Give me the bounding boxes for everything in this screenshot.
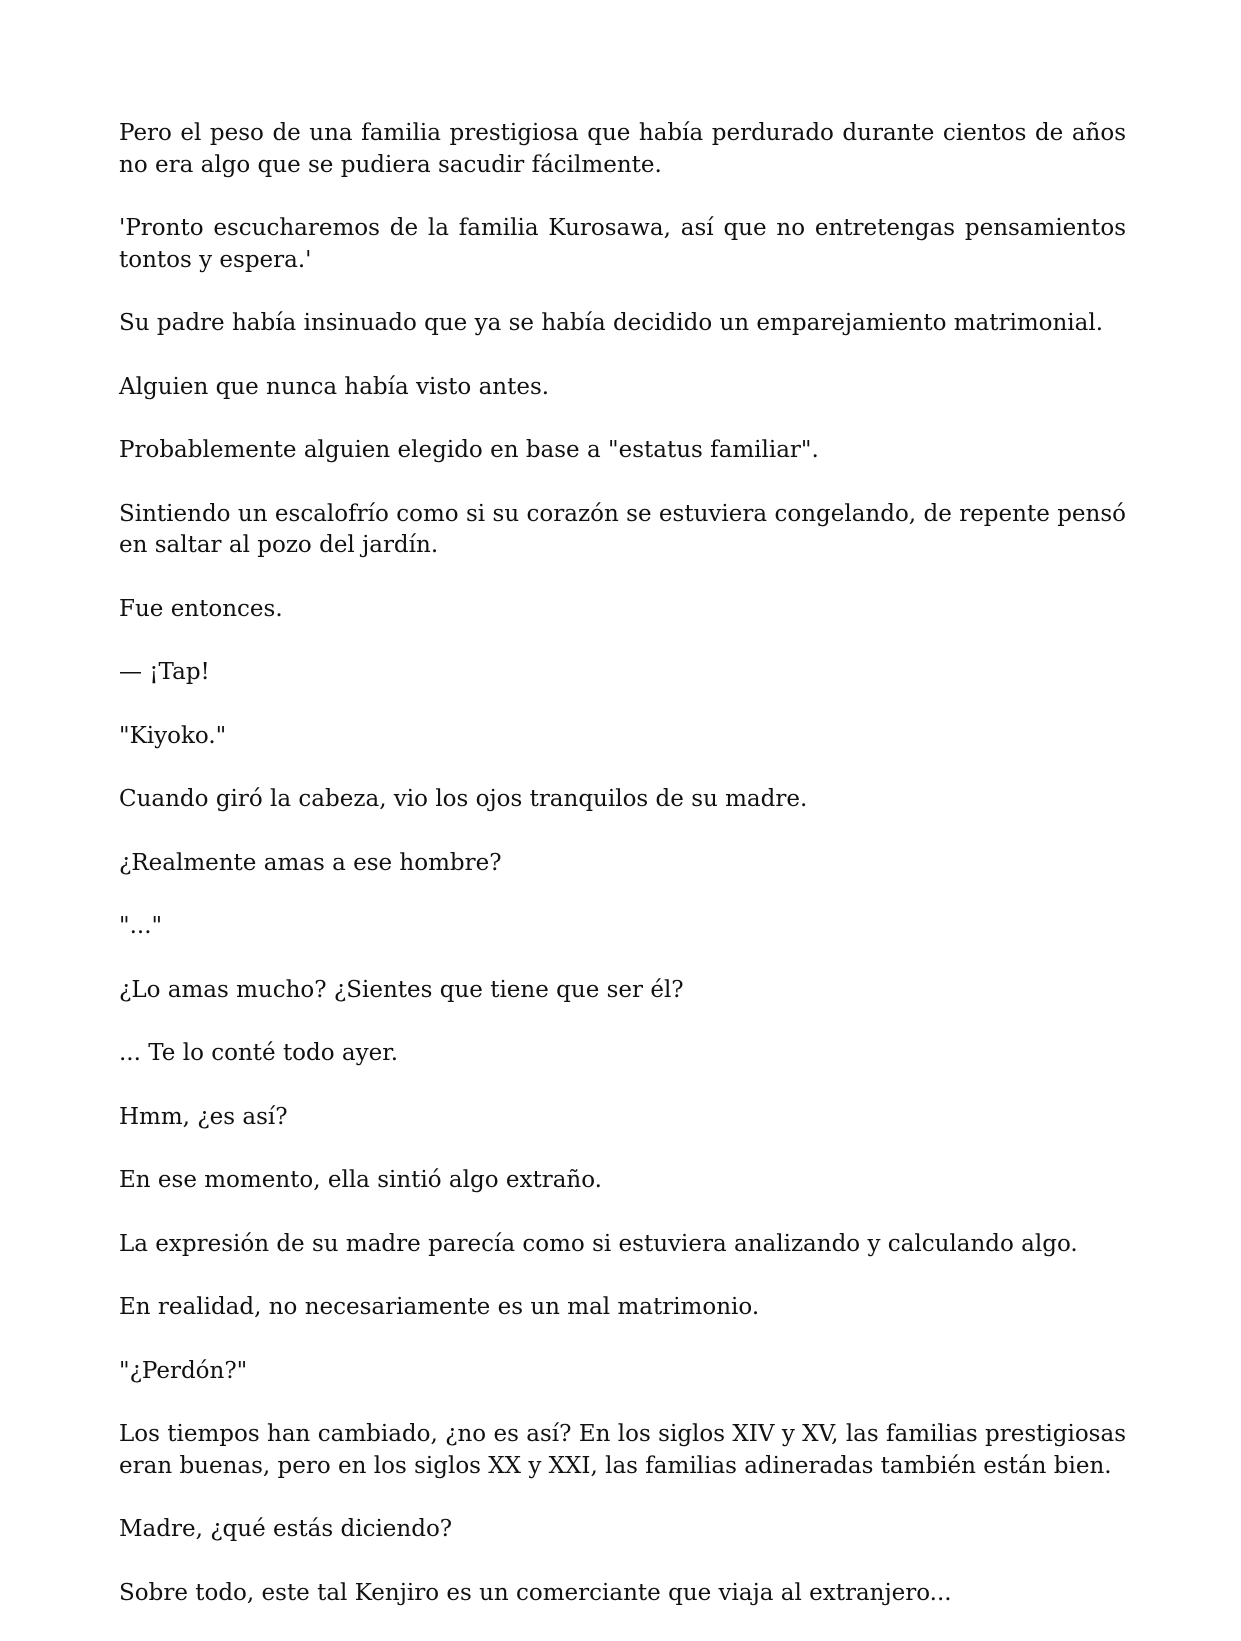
paragraph: ¿Lo amas mucho? ¿Sientes que tiene que ser él?: [119, 976, 684, 1003]
paragraph: Hmm, ¿es así?: [119, 1103, 288, 1130]
paragraph: ¿Realmente amas a ese hombre?: [119, 849, 502, 876]
paragraph: "¿Perdón?": [119, 1357, 248, 1384]
paragraph: 'Pronto escucharemos de la familia Kurosawa, así que no entretengas pensamientos tontos y espera.': [119, 215, 1126, 273]
paragraph: "Kiyoko.": [119, 722, 227, 749]
paragraph: Su padre había insinuado que ya se había decidido un emparejamiento matrimonial.: [119, 310, 1104, 336]
paragraph: Madre, ¿qué estás diciendo?: [119, 1516, 453, 1542]
paragraph: Los tiempos han cambiado, ¿no es así? En los siglos XIV y XV, las familias prestigiosas eran buenas, pero en los siglos XX y XXI, las familias adineradas también están bien.: [119, 1421, 1126, 1479]
paragraph: Cuando giró la cabeza, vio los ojos tranquilos de su madre.: [119, 786, 808, 812]
paragraph: Sintiendo un escalofrío como si su corazón se estuviera congelando, de repente pensó en saltar al pozo del jardín.: [119, 500, 1126, 558]
body-text: [119, 118, 1126, 1641]
paragraph: Sobre todo, este tal Kenjiro es un comerciante que viaja al extranjero...: [119, 1579, 952, 1606]
paragraph: — ¡Tap!: [119, 659, 210, 685]
paragraph: Fue entonces.: [119, 595, 283, 622]
paragraph: "...": [119, 913, 163, 939]
paragraph: En ese momento, ella sintió algo extraño.: [119, 1167, 602, 1193]
paragraph: Alguien que nunca había visto antes.: [119, 373, 550, 400]
paragraph: ... Te lo conté todo ayer.: [119, 1040, 399, 1066]
paragraph: Pero el peso de una familia prestigiosa que había perdurado durante cientos de años no era algo que se pudiera sacudir fácilmente.: [119, 120, 1126, 178]
paragraph: La expresión de su madre parecía como si estuviera analizando y calculando algo.: [119, 1230, 1078, 1257]
paragraph: Probablemente alguien elegido en base a "estatus familiar".: [119, 437, 819, 463]
paragraph: En realidad, no necesariamente es un mal matrimonio.: [119, 1294, 760, 1320]
